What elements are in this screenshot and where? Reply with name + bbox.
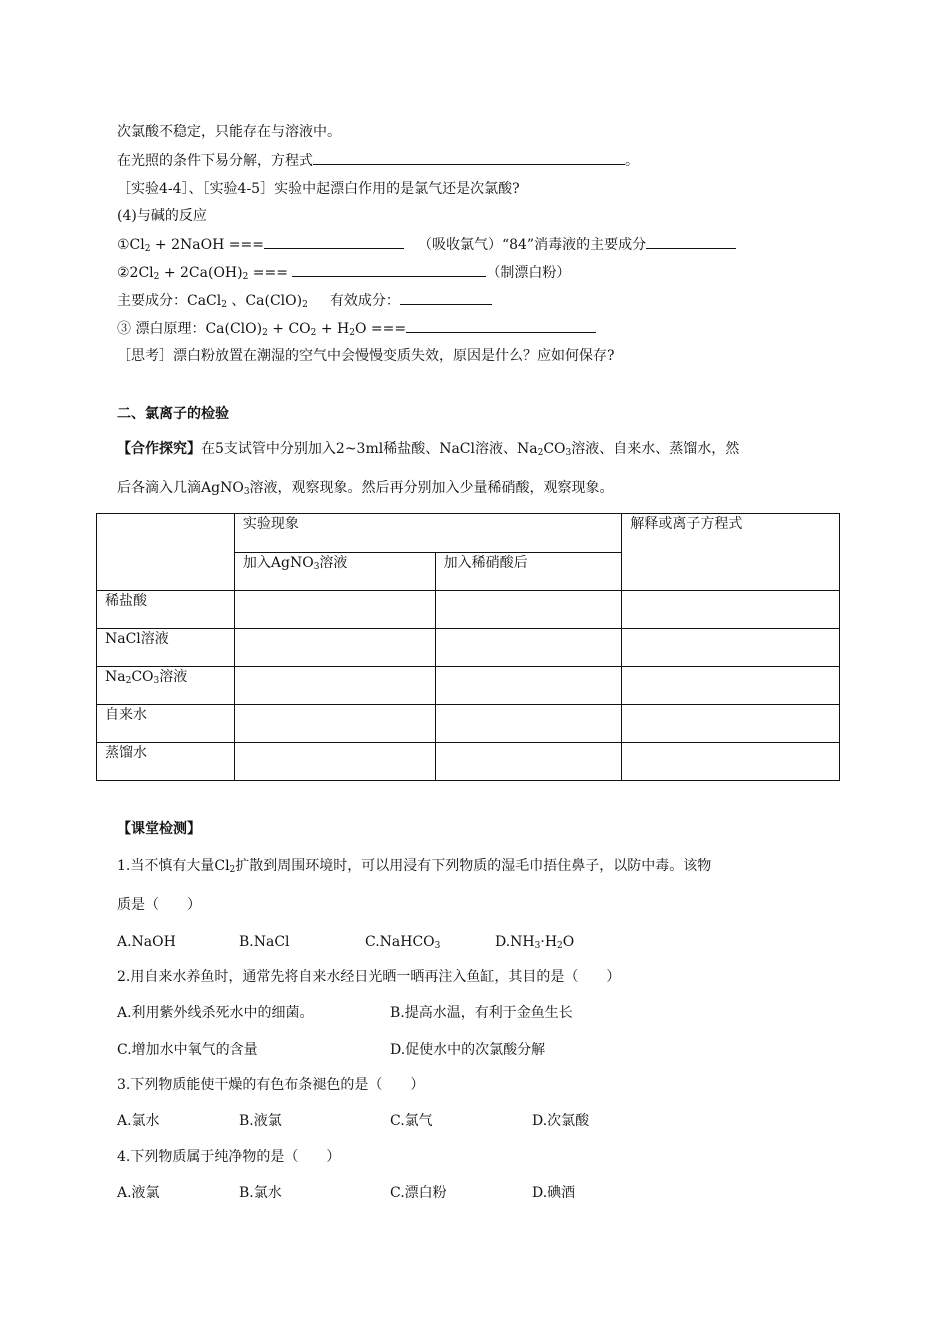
text-coop-explore-line2: 后各滴入几滴AgNO$_3$溶液，观察现象。然后再分别加入少量稀硝酸，观察现象。: [117, 480, 614, 497]
text-base-reaction-heading: (4)与碱的反应: [117, 208, 207, 224]
table-cell[interactable]: [622, 743, 840, 781]
row-label-nacl: NaCl溶液: [97, 629, 235, 667]
text-hclo-unstable: 次氯酸不稳定，只能存在与溶液中。: [117, 124, 341, 140]
text-bleach-components: 主要成分：CaCl$_2$ 、$Ca(ClO)_2$ 有效成分：: [117, 290, 492, 315]
q1-option-a[interactable]: A.NaOH: [117, 934, 176, 950]
row-label-tap-water: 自来水: [97, 705, 235, 743]
text-experiment-question: ［实验4-4］、［实验4-5］实验中起漂白作用的是氯气还是次氯酸?: [117, 181, 520, 197]
q2-option-b[interactable]: B.提高水温，有利于金鱼生长: [390, 1005, 573, 1021]
row-label-na2co3: $Na_2CO_3$溶液: [97, 667, 235, 705]
q1-option-d[interactable]: $D.NH_3\cdot H_2O$: [495, 934, 575, 951]
q3-option-b[interactable]: B.液氯: [239, 1113, 282, 1129]
answer-blank-principle[interactable]: [406, 318, 596, 333]
table-cell[interactable]: [234, 743, 435, 781]
table-row: [97, 743, 840, 781]
text-coop-explore: 【合作探究】在5支试管中分别加入2~3ml稀盐酸、NaCl溶液、$Na_2CO_3$溶液、自来水、蒸馏水，然: [117, 441, 740, 458]
q3-option-c[interactable]: C.氯气: [390, 1113, 433, 1129]
row-label-distilled-water: 蒸馏水: [97, 743, 235, 781]
question-1-line2: 质是（ ）: [117, 897, 201, 913]
table-cell[interactable]: [435, 705, 622, 743]
answer-blank-effective-component[interactable]: [400, 290, 492, 305]
text-reaction-naoh: $①Cl_2$ + 2NaOH === （吸收氯气）“84”消毒液的主要成分: [117, 234, 736, 259]
answer-blank-naoh[interactable]: [264, 234, 404, 249]
table-corner-cell: [97, 514, 235, 591]
table-cell[interactable]: [435, 743, 622, 781]
q2-option-c[interactable]: C.增加水中氧气的含量: [117, 1042, 258, 1058]
q3-option-d[interactable]: D.次氯酸: [532, 1113, 590, 1129]
table-header-phenomenon: 实验现象: [234, 514, 621, 553]
table-header-explain: 解释或离子方程式: [622, 514, 840, 591]
q2-option-d[interactable]: D.促使水中的次氯酸分解: [390, 1042, 546, 1058]
table-cell[interactable]: [435, 667, 622, 705]
table-cell[interactable]: [234, 591, 435, 629]
table-cell[interactable]: [435, 629, 622, 667]
section-heading-chloride-test: 二、氯离子的检验: [117, 406, 229, 422]
table-cell[interactable]: [622, 591, 840, 629]
question-4: 4.下列物质属于纯净物的是（ ）: [117, 1149, 341, 1165]
question-1: 1.当不慎有大量$Cl_2$扩散到周围环境时，可以用浸有下列物质的湿毛巾捂住鼻子，以防中毒。该物: [117, 858, 712, 875]
q4-option-c[interactable]: C.漂白粉: [390, 1185, 447, 1201]
table-row: [97, 705, 840, 743]
text-reaction-caoh2: $②2Cl_2 + 2Ca(OH)_2$ === （制漂白粉）: [117, 262, 570, 287]
table-subheader-agno3: 加入AgNO$_3$溶液: [234, 552, 435, 591]
answer-blank-84-component[interactable]: [646, 234, 736, 249]
q4-option-d[interactable]: D.碘酒: [532, 1185, 576, 1201]
table-cell[interactable]: [234, 629, 435, 667]
q4-option-a[interactable]: A.液氯: [117, 1185, 160, 1201]
experiment-table: [96, 513, 840, 781]
table-cell[interactable]: [622, 667, 840, 705]
table-cell[interactable]: [622, 705, 840, 743]
table-cell[interactable]: [622, 629, 840, 667]
table-row: [97, 591, 840, 629]
q1-option-b[interactable]: B.NaCl: [239, 934, 290, 950]
text-hclo-decompose: 在光照的条件下易分解，方程式 。: [117, 150, 639, 171]
q3-option-a[interactable]: A.氯水: [117, 1113, 160, 1129]
text-bleach-principle: ③ 漂白原理：$Ca(ClO)_2 + CO_2 + H_2O$ ===: [117, 318, 596, 343]
q2-option-a[interactable]: A.利用紫外线杀死水中的细菌。: [117, 1005, 314, 1021]
text-think-question: ［思考］漂白粉放置在潮湿的空气中会慢慢变质失效，原因是什么？应如何保存?: [117, 348, 615, 364]
q1-option-c[interactable]: C.NaHCO$_3$: [365, 934, 441, 951]
answer-blank-decompose[interactable]: [313, 150, 625, 165]
table-row: [97, 667, 840, 705]
q4-option-b[interactable]: B.氯水: [239, 1185, 282, 1201]
question-3: 3.下列物质能使干燥的有色布条褪色的是（ ）: [117, 1077, 425, 1093]
table-cell[interactable]: [435, 591, 622, 629]
table-subheader-hno3: 加入稀硝酸后: [435, 552, 622, 591]
table-row: [97, 629, 840, 667]
table-cell[interactable]: [234, 667, 435, 705]
question-2: 2.用自来水养鱼时，通常先将自来水经日光晒一晒再注入鱼缸，其目的是（ ）: [117, 969, 621, 985]
quiz-heading: 【课堂检测】: [117, 821, 201, 837]
answer-blank-caoh2[interactable]: [292, 262, 486, 277]
table-cell[interactable]: [234, 705, 435, 743]
row-label-dilute-hcl: 稀盐酸: [97, 591, 235, 629]
